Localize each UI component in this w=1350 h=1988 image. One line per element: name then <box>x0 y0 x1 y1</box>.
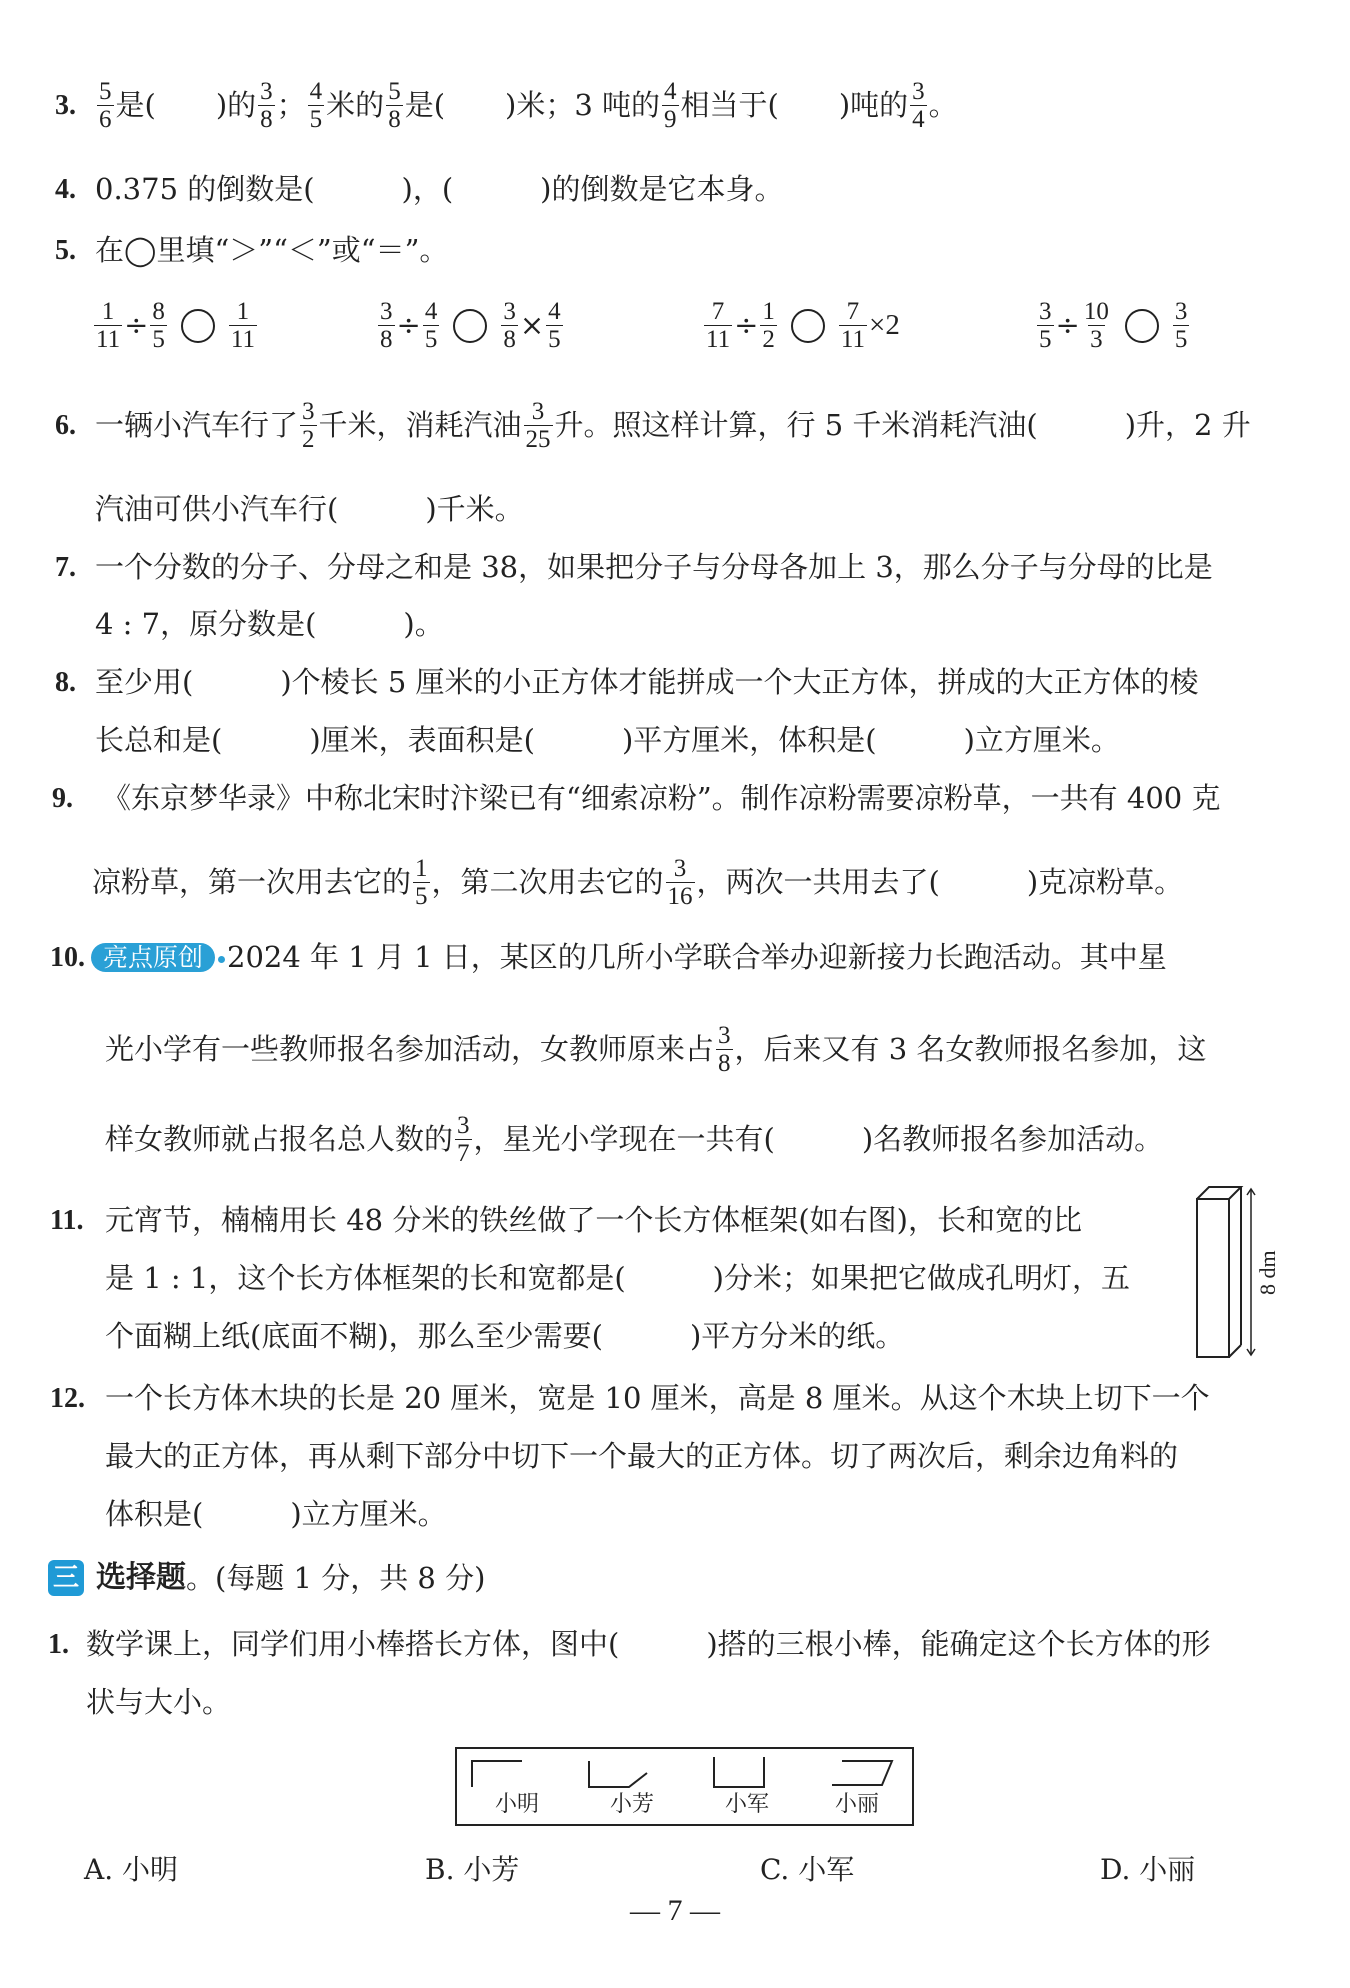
fraction: $\frac{3}{4}$ <box>912 78 925 133</box>
question-12-line-2: 最大的正方体，再从剩下部分中切下一个最大的正方体。切了两次后，剩余边角料的 <box>105 1439 1179 1473</box>
question-11: 11. 元宵节，楠楠用长 48 分米的铁丝做了一个长方体框架(如右图)，长和宽的比 <box>0 1206 1082 1235</box>
choice-question-1: 1. 数学课上，同学们用小棒搭长方体，图中( )搭的三根小棒，能确定这个长方体的形 <box>0 1630 1211 1659</box>
answer-circle[interactable] <box>791 309 825 343</box>
section-3-header <box>48 1560 485 1596</box>
question-number: 9. <box>52 782 73 814</box>
question-4 <box>0 172 784 206</box>
question-3: 3. $\frac{5}{6}$ 是( )的 $\frac{3}{8}$ ； $\frac{4}{5}$ 米的 $\frac{5}{8}$ 是( )米；3 吨的 $\frac{4}{9}$ 相当于( )吨的 $\frac{3}{4}$ 。 <box>0 78 958 133</box>
option-d[interactable]: D. 小丽 <box>1100 1853 1196 1886</box>
question-9-line-2: 凉粉草，第一次用去它的 $\frac{1}{5}$ ，第二次用去它的 $\frac{3}{16}$ ，两次一共用去了( )克凉粉草。 <box>92 855 1184 910</box>
option-c[interactable]: C. 小军 <box>760 1853 855 1886</box>
question-11-line-2: 是 1 : 1，这个长方体框架的长和宽都是( )分米；如果把它做成孔明灯，五 <box>105 1261 1130 1295</box>
compare-expression-3: $\frac{7}{11}$ ÷ $\frac{1}{2}$ $\frac{7}{11}$ ×2 <box>706 298 900 353</box>
question-10-line-2: 光小学有一些教师报名参加活动，女教师原来占 $\frac{3}{8}$ ，后来又有 3 名女教师报名参加，这 <box>105 1022 1207 1077</box>
question-9: 9. 《东京梦华录》中称北宋时汴梁已有“细索凉粉”。制作凉粉需要凉粉草，一共有 400 克 <box>0 784 1220 813</box>
section-title: 选择题 <box>96 1560 186 1595</box>
sticks-xiaoming: 小明 <box>462 1749 572 1824</box>
question-number: 12. <box>50 1382 85 1414</box>
compare-expression-1: $\frac{1}{11}$ ÷ $\frac{8}{5}$ $\frac{1}{11}$ <box>96 298 255 353</box>
question-10: 10. 亮点原创 2024 年 1 月 1 日，某区的几所小学联合举办迎新接力长跑活动。其中星 <box>0 943 1167 972</box>
option-b[interactable]: B. 小芳 <box>425 1853 520 1886</box>
sticks-xiaojun: 小军 <box>692 1749 802 1824</box>
fraction: $\frac{5}{8}$ <box>388 78 401 133</box>
question-number: 7. <box>55 551 76 583</box>
question-10-line-3: 样女教师就占报名总人数的 $\frac{3}{7}$ ，星光小学现在一共有( )名教师报名参加活动。 <box>105 1112 1164 1167</box>
height-label: 8 dm <box>1255 1250 1280 1295</box>
question-number: 4. <box>55 173 76 205</box>
question-text: 0.375 的倒数是( )，( )的倒数是它本身。 <box>95 172 784 206</box>
fraction: $\frac{3}{8}$ <box>260 78 273 133</box>
sticks-figure <box>455 1747 914 1826</box>
question-number: 3. <box>55 89 76 121</box>
question-number: 5. <box>55 234 76 266</box>
answer-circle[interactable] <box>1125 309 1159 343</box>
question-number: 10. <box>50 941 85 973</box>
cuboid-figure <box>1195 1185 1280 1367</box>
sticks-xiaoli: 小丽 <box>802 1749 912 1824</box>
compare-expression-4: $\frac{3}{5}$ ÷ $\frac{10}{3}$ $\frac{3}{5}$ <box>1039 298 1188 353</box>
choice-question-1-line-2: 状与大小。 <box>86 1685 232 1719</box>
answer-circle[interactable] <box>453 309 487 343</box>
sticks-xiaofang: 小芳 <box>577 1749 687 1824</box>
section-number-icon: 三 <box>48 1560 84 1596</box>
question-7: 7. 一个分数的分子、分母之和是 38，如果把分子与分母各加上 3，那么分子与分母的比是 <box>0 553 1213 582</box>
question-number: 11. <box>50 1204 84 1236</box>
fraction: $\frac{4}{5}$ <box>309 78 323 133</box>
question-number: 1. <box>48 1628 69 1660</box>
compare-expression-2: $\frac{3}{8}$ ÷ $\frac{4}{5}$ $\frac{3}{8}$ × $\frac{4}{5}$ <box>380 298 561 353</box>
fraction: $\frac{4}{9}$ <box>664 78 677 133</box>
question-7-line-2: 4 : 7，原分数是( )。 <box>95 607 444 641</box>
question-8: 8. 至少用( )个棱长 5 厘米的小正方体才能拼成一个大正方体，拼成的大正方体的棱 <box>0 668 1199 697</box>
question-6: 6. 一辆小汽车行了 $\frac{3}{2}$ 千米，消耗汽油 $\frac{3}{25}$ 升。照这样计算，行 5 千米消耗汽油( )升，2 升 <box>0 398 1251 453</box>
question-8-line-2: 长总和是( )厘米，表面积是( )平方厘米，体积是( )立方厘米。 <box>95 723 1120 757</box>
question-12: 12. 一个长方体木块的长是 20 厘米，宽是 10 厘米，高是 8 厘米。从这个木块上切下一个 <box>0 1384 1210 1413</box>
question-text: 在◯里填“＞”“＜”或“＝”。 <box>95 233 449 267</box>
section-subtitle: 。(每题 1 分，共 8 分) <box>186 1560 486 1595</box>
option-a[interactable]: A. 小明 <box>84 1853 179 1886</box>
question-11-line-3: 个面糊上纸(底面不糊)，那么至少需要( )平方分米的纸。 <box>105 1319 905 1353</box>
question-number: 6. <box>55 409 76 441</box>
question-6-line-2: 汽油可供小汽车行( )千米。 <box>95 492 524 526</box>
question-number: 8. <box>55 666 76 698</box>
answer-circle[interactable] <box>181 309 215 343</box>
fraction: $\frac{5}{6}$ <box>99 78 112 133</box>
question-12-line-3: 体积是( )立方厘米。 <box>105 1497 447 1531</box>
original-badge: 亮点原创 <box>91 943 215 972</box>
page-number: — 7 — <box>630 1894 720 1927</box>
question-5 <box>0 233 449 267</box>
